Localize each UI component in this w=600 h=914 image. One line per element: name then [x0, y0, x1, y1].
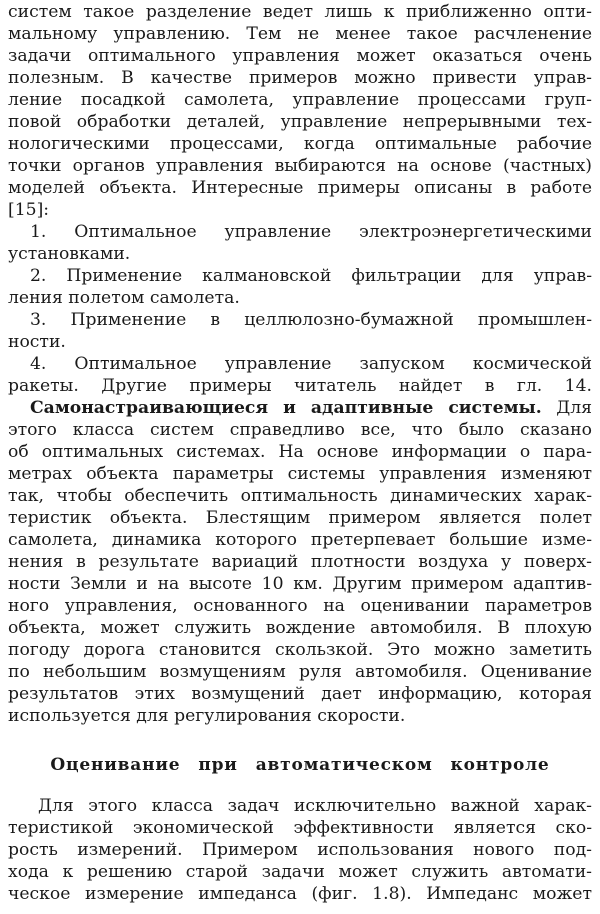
- text-line: хода к решению старой задачи может служить автомати-: [8, 862, 592, 882]
- list-item-line: 1. Оптимальное управление электроэнергетическими: [30, 222, 592, 242]
- list-item-line: ления полетом самолета.: [8, 288, 240, 308]
- text-line: Для этого класса задач исключительно важной харак-: [38, 796, 592, 816]
- text-line: систем такое разделение ведет лишь к приближенно опти-: [8, 2, 592, 22]
- book-page: [8, 0, 592, 914]
- text-line: об оптимальных системах. На основе информации о пара-: [8, 442, 592, 462]
- text-line: самолета, динамика которого претерпевает большие изме-: [8, 530, 592, 550]
- text-line: нологическими процессами, когда оптимальные рабочие: [8, 134, 592, 154]
- heading-word: контроле: [450, 755, 550, 775]
- text-line: теристикой экономической эффективности является ско-: [8, 818, 592, 838]
- list-item-line: ности.: [8, 332, 66, 352]
- text-line: по небольшим возмущениям руля автомобиля. Оценивание: [8, 662, 592, 682]
- text-line: объекта, может служить вождение автомобиля. В плохую: [8, 618, 592, 638]
- text-line: теристик объекта. Блестящим примером является полет: [8, 508, 592, 528]
- text-line: мальному управлению. Тем не менее такое расчленение: [8, 24, 592, 44]
- section-heading: [8, 752, 592, 778]
- heading-word: автоматическом: [255, 755, 433, 775]
- text-line: повой обработки деталей, управление непрерывными тех-: [8, 112, 592, 132]
- text-line: моделей объекта. Интересные примеры описаны в работе: [8, 178, 592, 198]
- text-line: этого класса систем справедливо все, что было сказано: [8, 420, 592, 440]
- heading-word: Оценивание: [50, 755, 181, 775]
- text-line: погоду дорога становится скользкой. Это можно заметить: [8, 640, 592, 660]
- text-line: метрах объекта параметры системы управления изменяют: [8, 464, 592, 484]
- text-line: [15]:: [8, 200, 50, 220]
- text-line: так, чтобы обеспечить оптимальность динамических харак-: [8, 486, 592, 506]
- text-line: рость измерений. Примером использования нового под-: [8, 840, 592, 860]
- run-in-heading: Самонастраивающиеся и адаптивные системы.: [30, 398, 542, 418]
- text-line: используется для регулирования скорости.: [8, 706, 406, 726]
- list-item-line: ракеты. Другие примеры читатель найдет в гл. 14.: [8, 376, 592, 396]
- text-line: полезным. В качестве примеров можно привести управ-: [8, 68, 592, 88]
- text-line: точки органов управления выбираются на основе (частных): [8, 156, 592, 176]
- text-line: задачи оптимального управления может оказаться очень: [8, 46, 592, 66]
- text-line: ческое измерение импеданса (фиг. 1.8). Импеданс может: [8, 884, 592, 904]
- heading-word: при: [198, 755, 238, 775]
- lead-tail: Для: [556, 398, 592, 418]
- list-item-line: установками.: [8, 244, 131, 264]
- text-line: результатов этих возмущений дает информацию, которая: [8, 684, 592, 704]
- text-line: ности Земли и на высоте 10 км. Другим примером адаптив-: [8, 574, 592, 594]
- text-line: нения в результате вариаций плотности воздуха у поверх-: [8, 552, 592, 572]
- paragraph-lead-line: [8, 396, 592, 420]
- text-line: ного управления, основанного на оценивании параметров: [8, 596, 592, 616]
- list-item-line: 3. Применение в целлюлозно-бумажной промышлен-: [30, 310, 592, 330]
- text-line: ление посадкой самолета, управление процессами груп-: [8, 90, 592, 110]
- list-item-line: 4. Оптимальное управление запуском космической: [30, 354, 592, 374]
- list-item-line: 2. Применение калмановской фильтрации для управ-: [30, 266, 592, 286]
